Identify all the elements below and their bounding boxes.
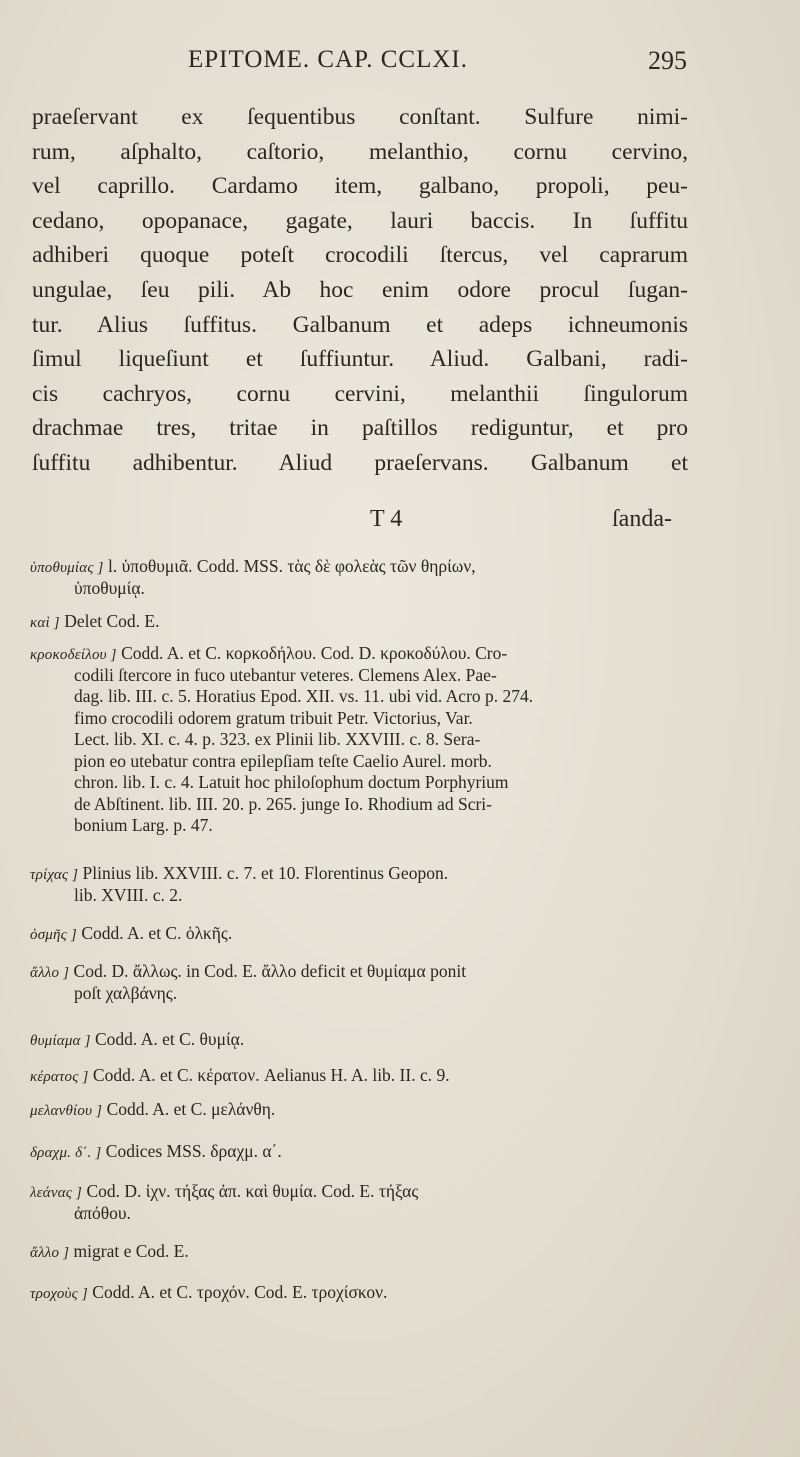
- page-header: [0, 44, 800, 84]
- catchword: ſanda-: [612, 506, 672, 532]
- note-lemma: κροκοδείλου ]: [30, 647, 117, 663]
- signature-row: [0, 506, 800, 540]
- footnote: [30, 1099, 690, 1121]
- note-lemma: ὑποθυμίας ]: [30, 560, 104, 576]
- text-line: tur. Alius ſuffitus. Galbanum et adeps ichneumonis: [32, 311, 688, 338]
- text-line: drachmae tres, tritae in paſtillos rediguntur, et pro: [32, 415, 688, 442]
- text-line: rum, aſphalto, caſtorio, melanthio, cornu cervino,: [32, 138, 688, 165]
- note-text: Delet Cod. E.: [64, 611, 160, 631]
- note-text: bonium Larg. p. 47.: [74, 815, 213, 835]
- footnote: [30, 1241, 690, 1263]
- page-number: 295: [648, 46, 687, 75]
- note-text: ὑποθυμίᾳ.: [74, 577, 145, 598]
- text-line: praeſervant ex ſequentibus conſtant. Sulfure nimi-: [32, 104, 688, 130]
- text-line: adhiberi quoque poteſt crocodili ſtercus, vel caprarum: [32, 242, 688, 269]
- signature-mark: T 4: [370, 506, 403, 532]
- note-lemma: τροχοὺς ]: [30, 1286, 88, 1302]
- note-text: codili ſtercore in fuco utebantur veteres. Clemens Alex. Pae-: [74, 664, 497, 685]
- note-lemma: θυμίαμα ]: [30, 1033, 91, 1049]
- note-text: ἀπόθου.: [74, 1202, 131, 1223]
- note-text: Codd. A. et C. κορκοδήλου. Cod. D. κροκοδύλου. Cro-: [121, 643, 508, 663]
- note-text: Codd. A. et C. θυμίᾳ.: [95, 1029, 245, 1049]
- note-lemma: ὀσμῆς ]: [30, 927, 77, 943]
- footnote: [30, 1141, 690, 1163]
- note-lemma: ἄλλο ]: [30, 965, 70, 981]
- note-text: fimo crocodili odorem gratum tribuit Petr. Victorius, Var.: [74, 707, 473, 728]
- footnote: [30, 923, 690, 945]
- main-text: [32, 100, 688, 481]
- note-text: Cod. D. ἄλλως. in Cod. E. ἄλλο deficit et θυμίαμα ponit: [73, 961, 467, 981]
- footnote: [30, 1282, 690, 1304]
- text-line: ungulae, ſeu pili. Ab hoc enim odore procul ſugan-: [32, 276, 688, 303]
- text-line: cedano, opopanace, gagate, lauri baccis. In ſuffitu: [32, 207, 688, 234]
- footnote: [30, 643, 690, 837]
- note-text: Plinius lib. XXVIII. c. 7. et 10. Florentinus Geopon.: [82, 863, 449, 883]
- note-text: lib. XVIII. c. 2.: [74, 884, 183, 905]
- note-lemma: τρίχας ]: [30, 867, 79, 883]
- text-line: vel caprillo. Cardamo item, galbano, propoli, peu-: [32, 173, 688, 200]
- note-lemma: μελανθίου ]: [30, 1103, 103, 1119]
- text-line: ſuffitu adhibentur. Aliud praeſervans. Galbanum et: [32, 449, 688, 476]
- note-lemma: καὶ ]: [30, 615, 60, 631]
- footnote: [30, 961, 690, 1004]
- note-lemma: λεάνας ]: [30, 1185, 83, 1201]
- note-text: Lect. lib. XI. c. 4. p. 323. ex Plinii lib. XXVIII. c. 8. Sera-: [74, 729, 481, 749]
- note-text: chron. lib. I. c. 4. Latuit hoc philoſophum doctum Porphyrium: [74, 772, 509, 792]
- note-lemma: ἄλλο ]: [30, 1245, 70, 1261]
- running-head: EPITOME. CAP. CCLXI.: [188, 46, 468, 73]
- footnote: [30, 1181, 690, 1224]
- footnote: [30, 863, 690, 906]
- text-line: ſimul liqueſiunt et ſuffiuntur. Aliud. Galbani, radi-: [32, 346, 688, 373]
- note-text: migrat e Cod. E.: [73, 1241, 189, 1261]
- note-text: Codd. A. et C. ὁλκῆς.: [81, 923, 233, 943]
- note-lemma: κέρατος ]: [30, 1069, 89, 1085]
- footnote: [30, 1029, 690, 1051]
- note-text: Codd. A. et C. τροχόν. Cod. E. τροχίσκον.: [92, 1282, 388, 1302]
- note-text: Codd. A. et C. μελάνθη.: [106, 1099, 276, 1119]
- text-line: cis cachryos, cornu cervini, melanthii ſingulorum: [32, 380, 688, 407]
- note-text: Cod. D. ἰχν. τήξας ἀπ. καὶ θυμία. Cod. E. τήξας: [86, 1181, 419, 1201]
- note-text: pion eo utebatur contra epilepſiam teſte Caelio Aurel. morb.: [74, 750, 492, 771]
- note-lemma: δραχμ. δ΄. ]: [30, 1145, 102, 1161]
- note-text: l. ὑποθυμιᾶ. Codd. MSS. τὰς δὲ φολεὰς τῶν θηρίων,: [107, 556, 476, 576]
- note-text: Codices MSS. δραχμ. α΄.: [105, 1141, 282, 1161]
- note-text: Codd. A. et C. κέρατον. Aelianus H. A. lib. II. c. 9.: [92, 1065, 450, 1085]
- footnote: [30, 611, 690, 633]
- footnote: [30, 556, 690, 599]
- note-text: dag. lib. III. c. 5. Horatius Epod. XII. vs. 11. ubi vid. Acro p. 274.: [74, 686, 534, 706]
- footnote: [30, 1065, 690, 1087]
- note-text: poſt χαλβάνης.: [74, 982, 178, 1003]
- note-text: de Abſtinent. lib. III. 20. p. 265. junge Io. Rhodium ad Scri-: [74, 793, 493, 814]
